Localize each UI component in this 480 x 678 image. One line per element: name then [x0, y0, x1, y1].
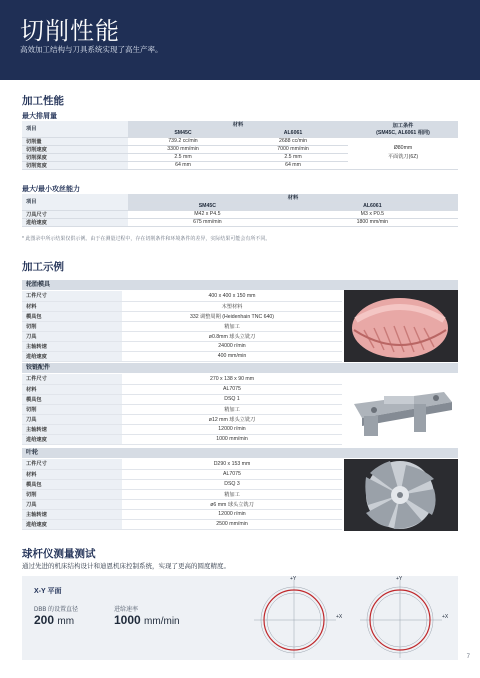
dbb-plot-1: [246, 576, 342, 660]
cell-value: 3300 mm/min: [128, 145, 238, 153]
ballbar-panel: [22, 576, 458, 660]
example-header-hinge: 铰链配件: [22, 363, 458, 373]
row-label: 刀具: [22, 414, 122, 424]
axis-label-y: +Y: [396, 576, 403, 582]
col-material: 材料: [128, 121, 348, 129]
cell-value: 7000 mm/min: [238, 145, 348, 153]
cell-value: 739.2 cc/min: [128, 137, 238, 145]
dbb-plot-2: [352, 576, 448, 660]
col-condition: 加工条件 (SM45C, AL6061 相同): [348, 121, 458, 137]
cell-value: 精加工: [122, 404, 342, 414]
page-header: [0, 0, 480, 80]
cell-value: AL7075: [122, 384, 342, 394]
cell-value: ø0.8mm 球头立铣刀: [122, 331, 342, 341]
condition-line: Ø80mm: [393, 145, 413, 151]
tapping-table: [22, 194, 458, 227]
cell-value: 1800 mm/min: [287, 218, 458, 226]
row-label: 进给速度: [22, 218, 128, 226]
row-label: 刀具: [22, 331, 122, 341]
row-label: 切削宽度: [22, 161, 128, 169]
row-label: 模具包: [22, 311, 122, 321]
cell-value: ø6 mm 球头立铣刀: [122, 499, 342, 509]
cell-value: M42 x P4.5: [128, 210, 287, 218]
cell-value: M3 x P0.5: [287, 210, 458, 218]
row-label: 材料: [22, 301, 122, 311]
tire-mold-image: [344, 290, 458, 362]
page-subtitle: 高效加工结构与刀具系统实现了高生产率。: [20, 45, 163, 54]
section-title-ballbar: 球杆仪测量测试: [22, 548, 96, 560]
cell-value: 24000 r/min: [122, 341, 342, 351]
row-label: 切削: [22, 321, 122, 331]
cell-value: AL7075: [122, 469, 342, 479]
feed-number: 1000: [114, 613, 141, 627]
example-table-hinge: [22, 374, 342, 445]
col-sm45c: SM45C: [128, 129, 238, 137]
cell-value: 270 x 138 x 90 mm: [122, 374, 342, 384]
cell-value: 12000 r/min: [122, 424, 342, 434]
row-label: 材料: [22, 469, 122, 479]
col-item: 项目: [22, 121, 128, 137]
cell-value: 675 mm/min: [128, 218, 287, 226]
cell-value: DSQ 3: [122, 479, 342, 489]
row-label: 切削量: [22, 137, 128, 145]
cell-value: 400 x 400 x 150 mm: [122, 291, 342, 301]
dbb-number: 200: [34, 613, 55, 627]
cell-value: 2500 mm/min: [122, 519, 342, 529]
condition-cell: [348, 137, 458, 169]
subsection-title-max-removal: 最大排屑量: [22, 113, 57, 120]
row-label: 切削: [22, 404, 122, 414]
condition-line: 平面铣刀(6Z): [387, 154, 419, 160]
max-removal-table: [22, 121, 458, 170]
feed-label: 进给速率: [114, 607, 139, 613]
row-label: 刀具: [22, 499, 122, 509]
row-label: 主轴转速: [22, 424, 122, 434]
row-label: 模具包: [22, 394, 122, 404]
cell-value: 精加工: [122, 489, 342, 499]
section-title-performance: 加工性能: [22, 95, 64, 107]
cell-value: ø12 mm 球头立铣刀: [122, 414, 342, 424]
disclaimer-note: * 此图录中所示结果仅供示例。由于在测量过程中，存在切削条件和环境条件的差异，实际结果可能会有所不同。: [22, 236, 271, 242]
page-number: 7: [466, 654, 470, 660]
subsection-title-tapping: 最大/最小攻丝能力: [22, 186, 80, 193]
section-title-examples: 加工示例: [22, 261, 64, 273]
cell-value: DSQ 1: [122, 394, 342, 404]
col-al6061: AL6061: [287, 202, 458, 210]
cell-value: 64 mm: [128, 161, 238, 169]
row-label: 进给速度: [22, 519, 122, 529]
row-label: 材料: [22, 384, 122, 394]
row-label: 进给速度: [22, 434, 122, 444]
row-label: 切削速度: [22, 145, 128, 153]
row-label: 模具包: [22, 479, 122, 489]
example-table-impeller: [22, 459, 342, 530]
row-label: 工件尺寸: [22, 459, 122, 469]
example-header-tire-mold: 轮胎模具: [22, 280, 458, 290]
row-label: 工件尺寸: [22, 291, 122, 301]
cell-value: 2688 cc/min: [238, 137, 348, 145]
example-header-impeller: 叶轮: [22, 448, 458, 458]
cell-value: 12000 r/min: [122, 509, 342, 519]
col-sm45c: SM45C: [128, 202, 287, 210]
row-label: 工件尺寸: [22, 374, 122, 384]
ballbar-description: 通过先进的机床结构设计和迪恩机床控制系统，实现了更高的圆度精度。: [22, 563, 230, 570]
dbb-label: DBB 的设置直径: [34, 607, 79, 613]
cell-value: 木塑材料: [122, 301, 342, 311]
page-title: 切削性能: [20, 18, 120, 45]
col-al6061: AL6061: [238, 129, 348, 137]
axis-label-y: +Y: [290, 576, 297, 582]
row-label: 主轴转速: [22, 509, 122, 519]
xy-plane-title: X-Y 平面: [34, 588, 62, 595]
row-label: 刀具尺寸: [22, 210, 128, 218]
cell-value: 精加工: [122, 321, 342, 331]
feed-value: [114, 613, 180, 627]
example-table-tire-mold: [22, 291, 342, 362]
hinge-image: [344, 374, 458, 446]
dbb-unit: mm: [57, 616, 75, 627]
cell-value: D290 x 153 mm: [122, 459, 342, 469]
col-item: 项目: [22, 194, 128, 210]
cell-value: 332 调整周期 (Heidenhain TNC 640): [122, 311, 342, 321]
dbb-value: [34, 613, 74, 627]
feed-unit: mm/min: [144, 616, 180, 627]
axis-label-x: +X: [442, 614, 448, 620]
row-label: 切削: [22, 489, 122, 499]
cell-value: 2.5 mm: [128, 153, 238, 161]
impeller-image: [344, 459, 458, 531]
cell-value: 400 mm/min: [122, 351, 342, 361]
row-label: 进给速度: [22, 351, 122, 361]
cell-value: 2.5 mm: [238, 153, 348, 161]
cell-value: 64 mm: [238, 161, 348, 169]
cell-value: 1000 mm/min: [122, 434, 342, 444]
col-material: 材料: [128, 194, 458, 202]
row-label: 切削深度: [22, 153, 128, 161]
axis-label-x: +X: [336, 614, 342, 620]
row-label: 主轴转速: [22, 341, 122, 351]
